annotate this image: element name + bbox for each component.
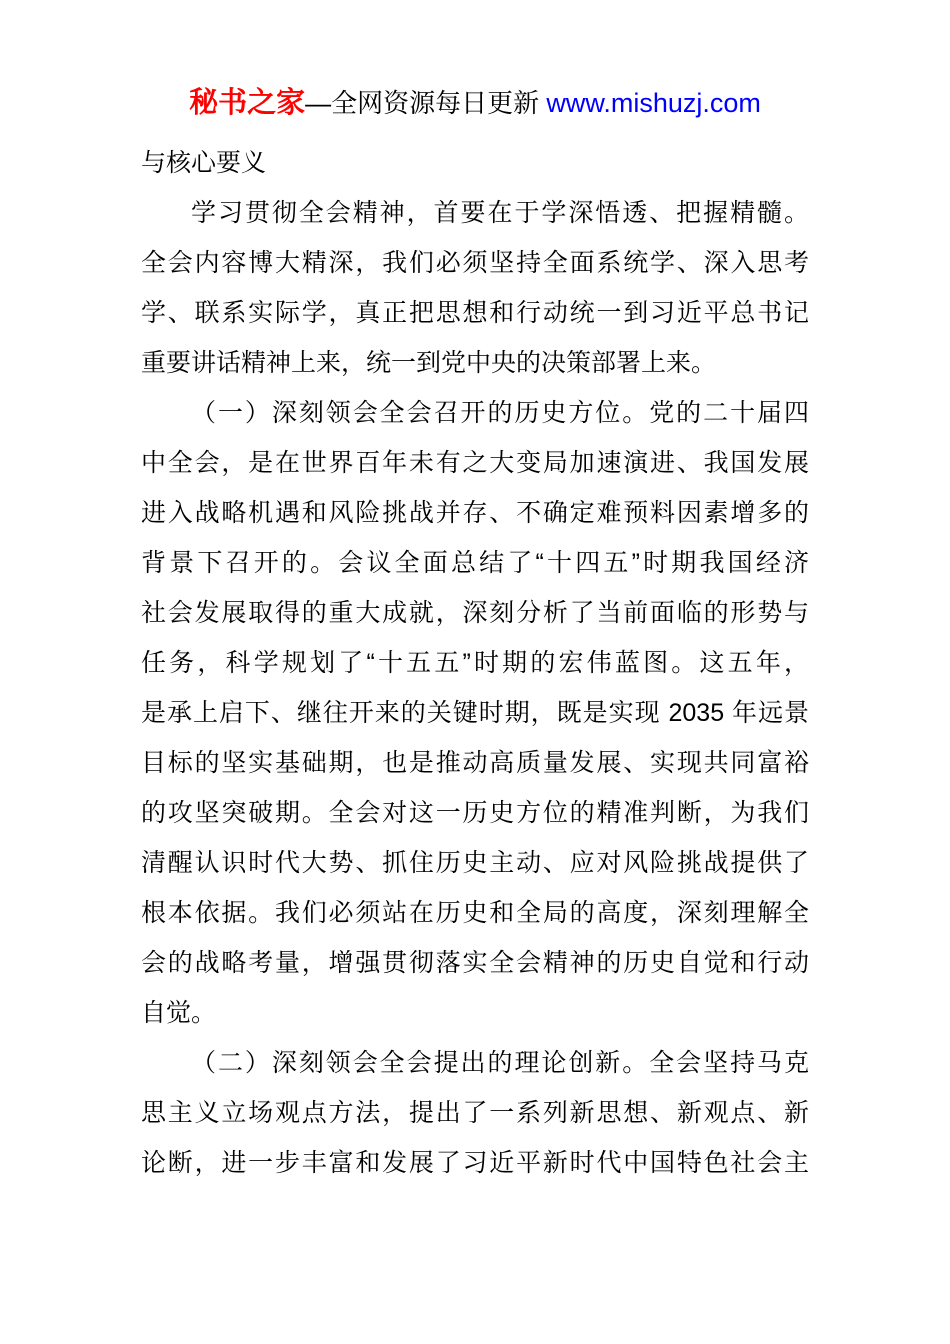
text-line: 清醒认识时代大势、抓住历史主动、应对风险挑战提供了 [141,849,809,877]
text-line: 任务，科学规划了“十五五”时期的宏伟蓝图。这五年， [141,649,809,677]
site-url-link[interactable]: www.mishuzj.com [546,88,761,118]
paragraph [141,388,809,1038]
text-line: 论断，进一步丰富和发展了习近平新时代中国特色社会主 [141,1149,809,1177]
text-line: 进入战略机遇和风险挑战并存、不确定难预料因素增多的 [141,499,809,527]
paragraph [141,188,809,388]
text-line: 的攻坚突破期。全会对这一历史方位的精准判断，为我们 [141,799,809,827]
text-line: 与核心要义 [141,149,267,177]
text-line: 是承上启下、继往开来的关键时期，既是实现 2035 年远景 [141,699,809,727]
text-line: （二）深刻领会全会提出的理论创新。全会坚持马克 [191,1049,809,1077]
text-line: 中全会，是在世界百年未有之大变局加速演进、我国发展 [141,449,809,477]
page-header [0,0,950,120]
text-line: 自觉。 [141,999,217,1027]
text-line: 学习贯彻全会精神，首要在于学深悟透、把握精髓。 [191,199,809,227]
site-tagline: —全网资源每日更新 [305,88,547,118]
text-line: 根本依据。我们必须站在历史和全局的高度，深刻理解全 [141,899,809,927]
text-line: 背景下召开的。会议全面总结了“十四五”时期我国经济 [141,549,809,577]
text-line: 目标的坚实基础期，也是推动高质量发展、实现共同富裕 [141,749,809,777]
text-line: 会的战略考量，增强贯彻落实全会精神的历史自觉和行动 [141,949,809,977]
text-line: 重要讲话精神上来，统一到党中央的决策部署上来。 [141,349,717,377]
document-body [141,138,809,1188]
text-line: 社会发展取得的重大成就，深刻分析了当前面临的形势与 [141,599,809,627]
paragraph [141,1038,809,1188]
text-line: 思主义立场观点方法，提出了一系列新思想、新观点、新 [141,1099,809,1127]
site-brand: 秘书之家 [189,87,306,119]
text-line: 学、联系实际学，真正把思想和行动统一到习近平总书记 [141,299,809,327]
text-line: 全会内容博大精深，我们必须坚持全面系统学、深入思考 [141,249,809,277]
paragraph [141,138,809,188]
text-line: （一）深刻领会全会召开的历史方位。党的二十届四 [191,399,809,427]
